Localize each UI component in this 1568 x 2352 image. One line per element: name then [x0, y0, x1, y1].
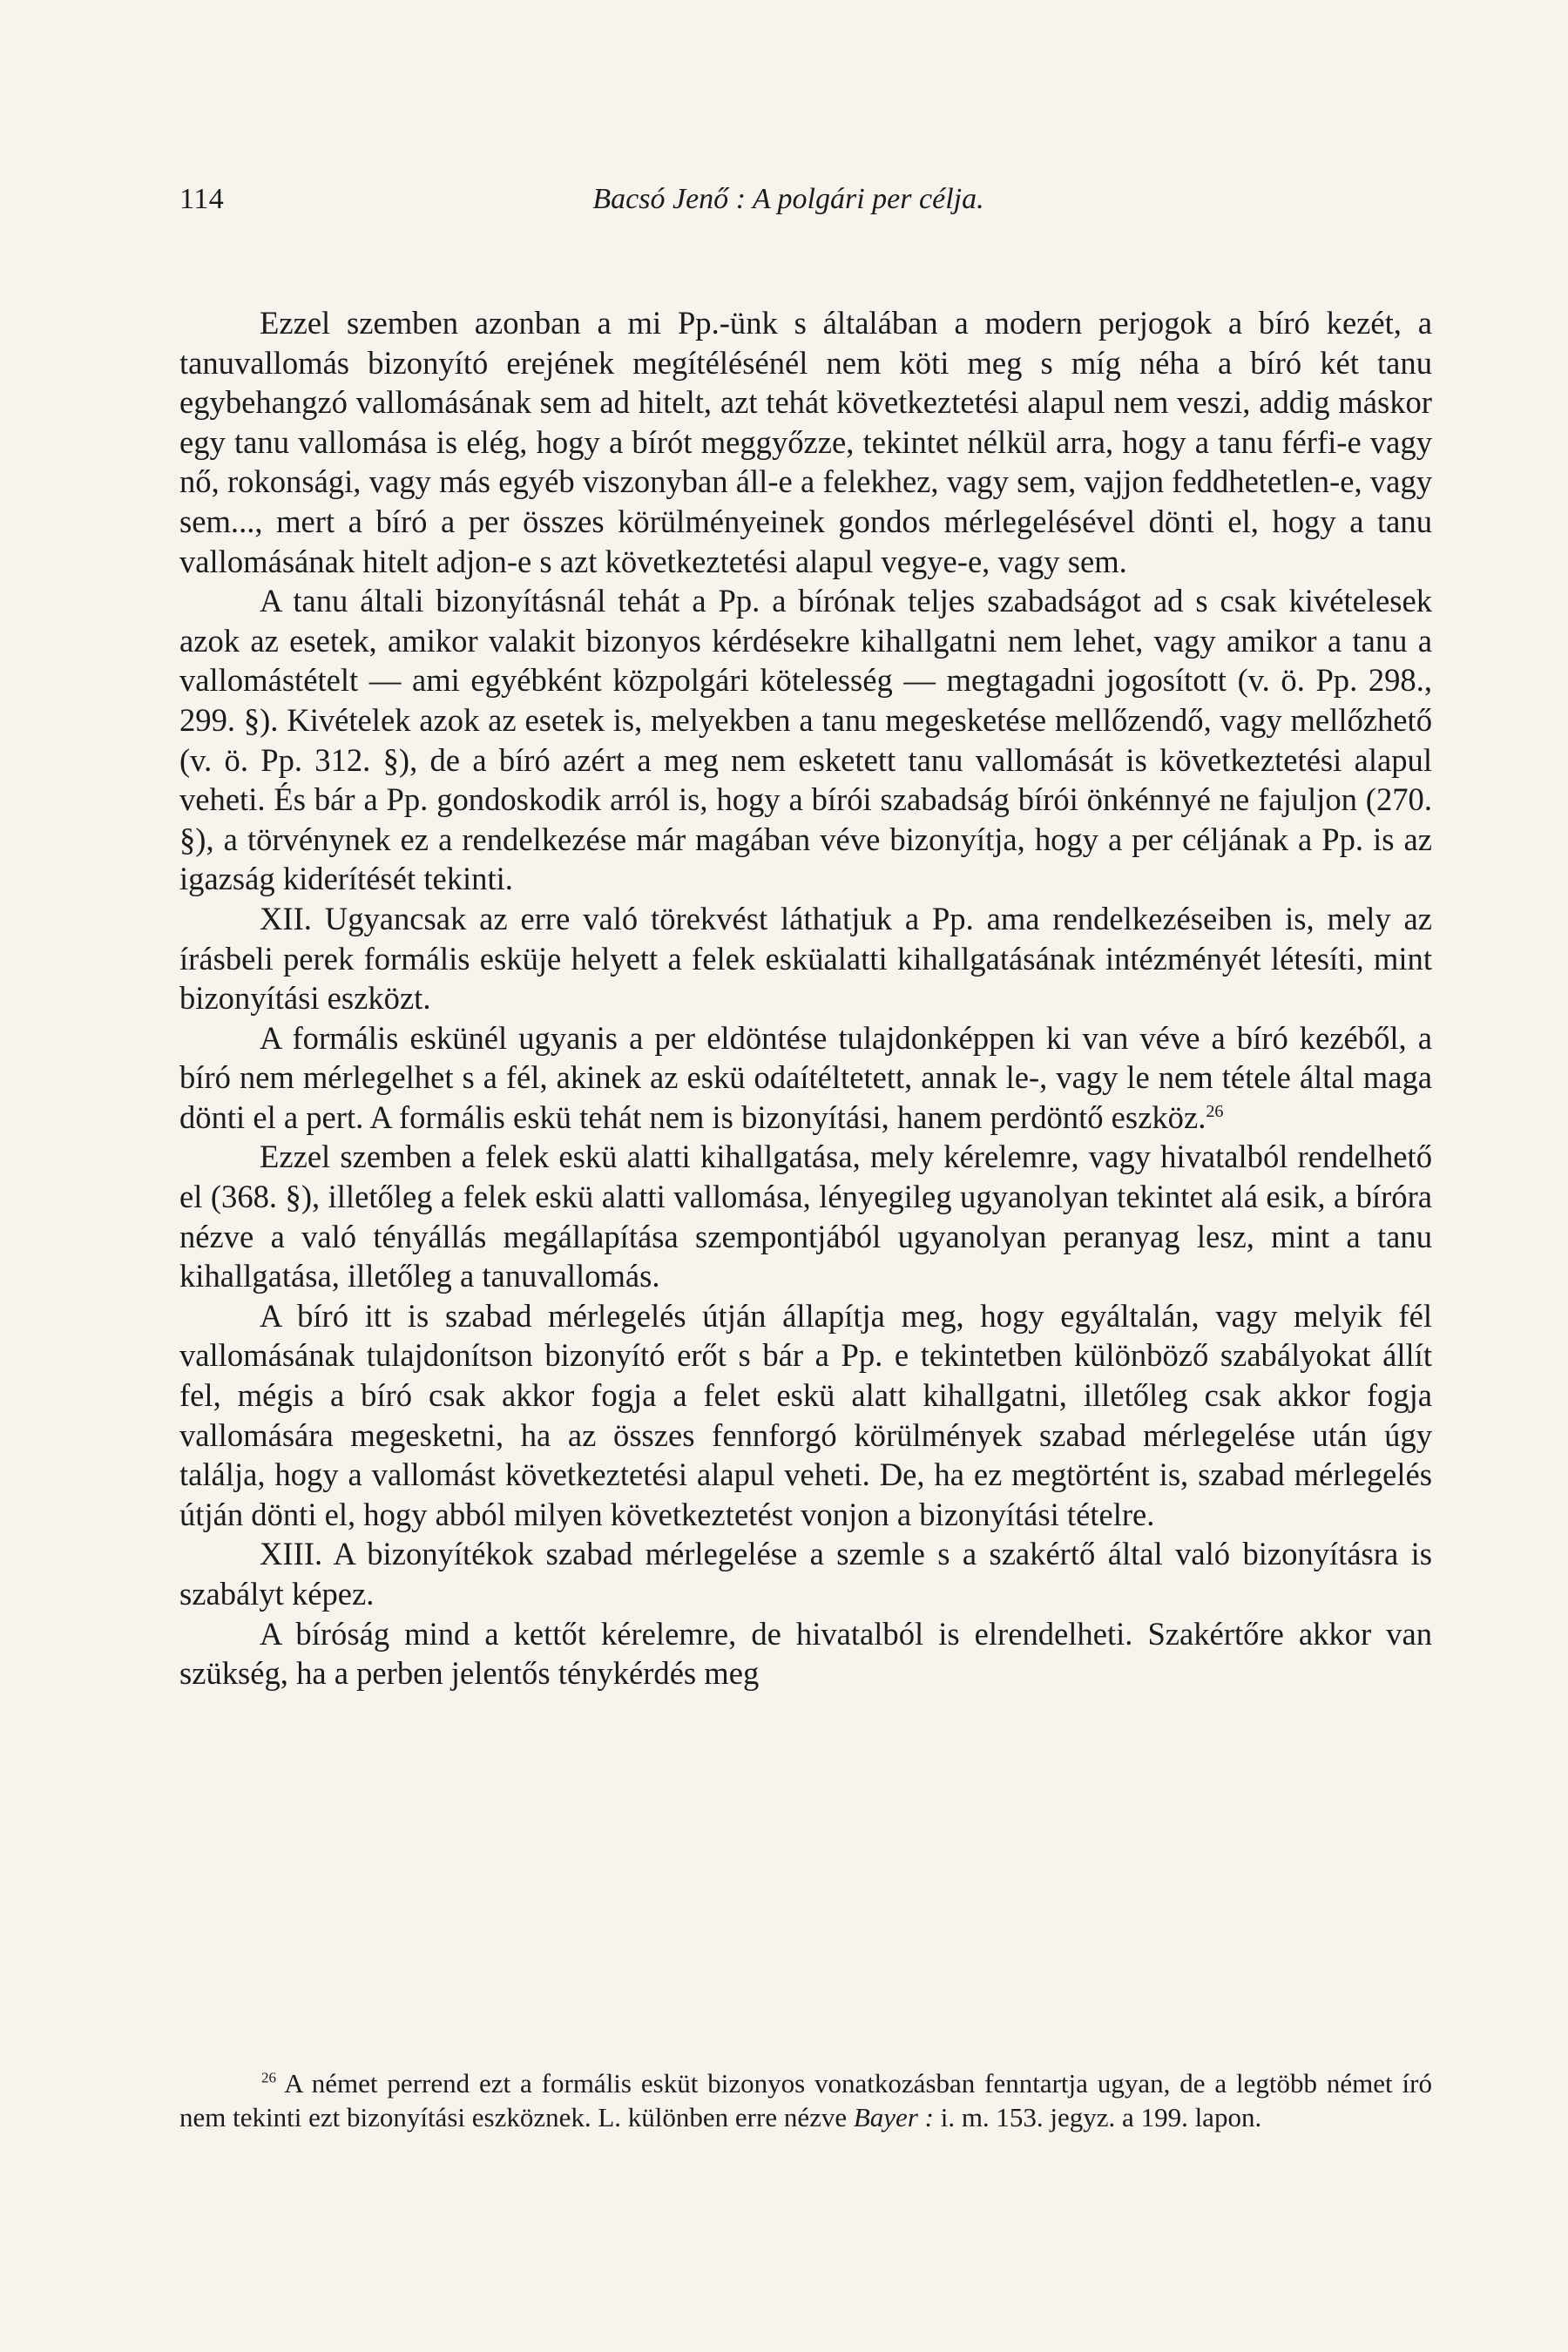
page-number: 114	[179, 183, 225, 215]
running-title-author: Bacsó Jenő	[592, 183, 729, 215]
main-text	[179, 303, 1432, 1693]
paragraph-1: Ezzel szemben azonban a mi Pp.-ünk s általában a modern perjogok a bíró kezét, a tanuvallomás bizonyító erejének megítélésénél nem köti meg s míg néha a bíró két tanu egybehangzó vallomásának sem ad hitelt, azt tehát következtetési alapul nem veszi, addig máskor egy tanu vallomása is elég, hogy a bírót meggyőzze, tekintet nélkül arra, hogy a tanu férfi-e vagy nő, rokonsági, vagy más egyéb viszonyban áll-e a felekhez, vagy sem, vajjon feddhetetlen-e, vagy sem..., mert a bíró a per összes körülményeinek gondos mérlegelésével dönti el, hogy a tanu vallomásának hitelt adjon-e s azt következtetési alapul vegye-e, vagy sem.	[179, 305, 1432, 579]
running-title-separator: :	[735, 183, 747, 215]
paragraph-6: A bíró itt is szabad mérlegelés útján állapítja meg, hogy egyáltalán, vagy melyik fél vallomásának tulajdonítson bizonyító erőt s bár a Pp. e tekintetben különböző szabályokat állít fel, mégis a bíró csak akkor fogja a felet eskü alatt kihallgatni, illetőleg csak akkor fogja vallomására megesketni, ha az összes fennforgó körülmények szabad mérlegelése után úgy találja, hogy a vallomást következtetési alapul veheti. De, ha ez megtörtént is, szabad mérlegelés útján dönti el, hogy abból milyen következtetést vonjon a bizonyítási tételre.	[179, 1297, 1432, 1532]
footnote-reference[interactable]: 26	[1206, 1101, 1224, 1121]
running-title	[179, 179, 1397, 220]
paragraph-4	[179, 1018, 1432, 1138]
page-header	[179, 179, 1397, 220]
paragraph-5: Ezzel szemben a felek eskü alatti kihallgatása, mely kérelemre, vagy hivatalból rendelhető el (368. §), illetőleg a felek eskü alatti vallomása, lényegileg ugyanolyan tekintet alá esik, a bíróra nézve a való tényállás megállapítása szempontjából ugyanolyan peranyag lesz, mint a tanu kihallgatása, illetőleg a tanuvallomás.	[179, 1139, 1432, 1294]
paragraph-2: A tanu általi bizonyításnál tehát a Pp. a bírónak teljes szabadságot ad s csak kivételesek azok az esetek, amikor valakit bizonyos kérdésekre kihallgatni nem lehet, vagy amikor a tanu a vallomástételt — ami egyébként közpolgári kötelesség — megtagadni jogosított (v. ö. Pp. 298., 299. §). Kivételek azok az esetek is, melyekben a tanu megesketése mellőzendő, vagy mellőzhető (v. ö. Pp. 312. §), de a bíró azért a meg nem esketett tanu vallomását is következtetési alapul veheti. És bár a Pp. gondoskodik arról is, hogy a bírói szabadság bírói önkénnyé ne fajuljon (270. §), a törvénynek ez a rendelkezése már magában véve bizonyítja, hogy a per céljának a Pp. is az igazság kiderítését tekinti.	[179, 583, 1432, 897]
paragraph-7: XIII. A bizonyítékok szabad mérlegelése a szemle s a szakértő által való bizonyításra is szabályt képez.	[179, 1536, 1432, 1612]
paragraph-4-text: A formális eskünél ugyanis a per eldöntése tulajdonképpen ki van véve a bíró kezéből, a bíró nem mérlegelhet s a fél, akinek az eskü odaítéltetett, annak le-, vagy le nem tétele által maga dönti el a pert. A formális eskü tehát nem is bizonyítási, hanem perdöntő eszköz.	[179, 1019, 1432, 1135]
running-title-text: A polgári per célja.	[752, 183, 984, 215]
footnote-text	[179, 2067, 1432, 2134]
paragraph-8: A bíróság mind a kettőt kérelemre, de hivatalból is elrendelheti. Szakértőre akkor van szükség, ha a perben jelentős ténykérdés meg	[179, 1615, 1432, 1692]
footnote-text-part-1: A német perrend ezt a formális esküt bizonyos vonatkozásban fenntartja ugyan, de a legtöbb német író nem tekinti ezt bizonyítási eszköznek. L. különben erre nézve	[179, 2068, 1432, 2132]
paragraph-3: XII. Ugyancsak az erre való törekvést láthatjuk a Pp. ama rendelkezéseiben is, mely az írásbeli perek formális esküje helyett a felek esküalatti kihallgatásának intézményét létesíti, mint bizonyítási eszközt.	[179, 900, 1432, 1017]
footnote	[179, 2067, 1432, 2134]
footnote-text-part-2: i. m. 153. jegyz. a 199. lapon.	[933, 2101, 1262, 2132]
footnote-author: Bayer :	[853, 2101, 934, 2132]
footnote-marker: 26	[261, 2069, 277, 2086]
